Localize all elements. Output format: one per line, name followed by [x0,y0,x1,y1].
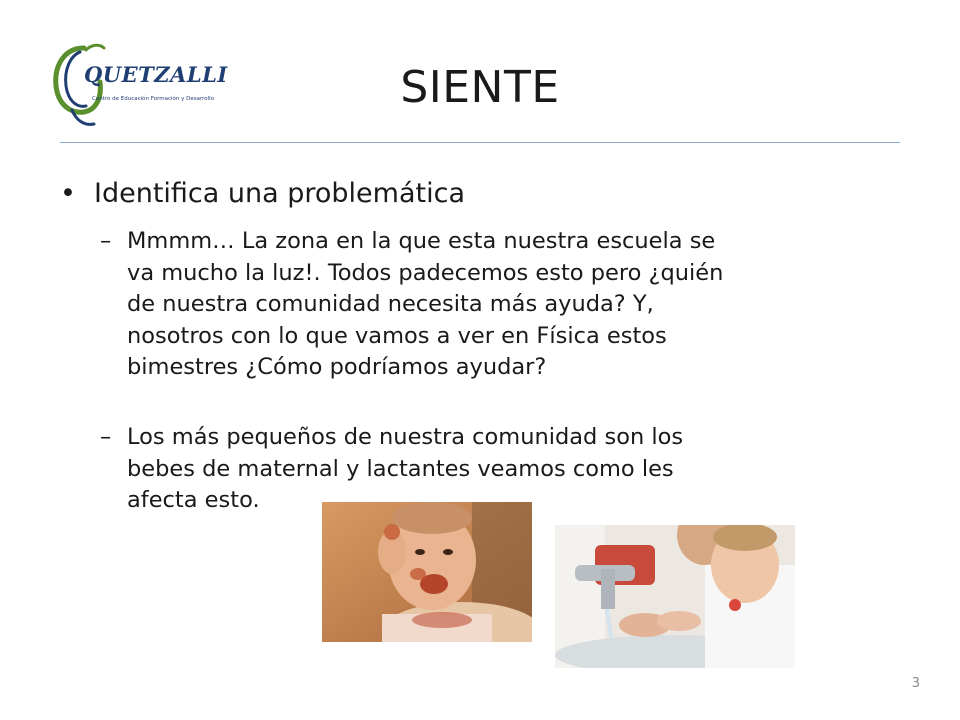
washing-hands-illustration [555,525,795,668]
sub-bullet-line: Mmmm… La zona en la que esta nuestra escuela se [127,228,716,254]
dash-bullet-icon: – [100,228,112,254]
sub-bullet-line: bebes de maternal y lactantes veamos como les [127,455,674,482]
logo-tagline: Centro de Educación Formación y Desarrollo [92,96,215,102]
slide-title: SIENTE [400,62,560,113]
washing-hands-photo [555,525,795,668]
baby-eating-photo [322,502,532,642]
sub-bullet-line: bimestres ¿Cómo podríamos ayudar? [127,354,547,380]
sub-bullet-line: afecta esto. [127,487,260,513]
page-number: 3 [911,676,920,691]
baby-eating-illustration [322,502,532,642]
sub-bullet-line: de nuestra comunidad necesita más ayuda? Y, [127,291,654,317]
bullet-dot-icon: • [60,178,76,209]
sub-bullet-line: va mucho la luz!. Todos padecemos esto pero ¿quién [127,259,724,286]
sub-bullet-item [100,226,897,384]
bullet-text: Identifica una problemática [94,178,465,209]
logo-brand-name: QUETZALLI [84,62,228,87]
sub-bullet-line: Los más pequeños de nuestra comunidad son los [127,424,684,450]
dash-bullet-icon: – [100,424,112,450]
title-divider [60,142,900,143]
sub-bullet-line: nosotros con lo que vamos a ver en Física estos [127,322,667,349]
